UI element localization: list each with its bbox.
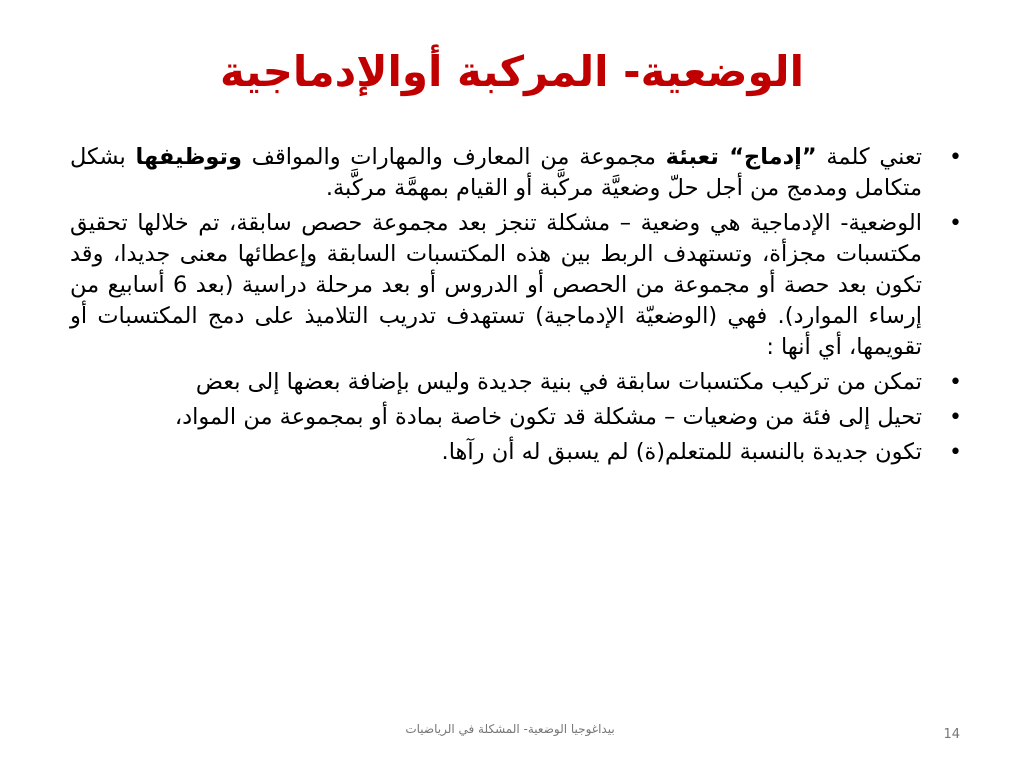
bullet-dot-icon: • <box>949 440 962 465</box>
bullet-bold-term: وتوظيفها <box>135 144 242 170</box>
page-number: 14 <box>943 727 960 742</box>
bullet-dot-icon: • <box>949 405 962 430</box>
bullet-text: الوضعية- الإدماجية هي وضعية – مشكلة تنجز بعد مجموعة حصص سابقة، تم خلالها تحقيق مكتسبات مجزأة، وتستهدف الربط بين هذه المكتسبات السابقة وإعطائها معنى جديدا، وقد تكون بعد حصة أو مجموعة من الحصص أو الدروس أو بعد مرحلة دراسية (بعد 6 أسابيع من إرساء الموارد). فهي (الوضعيّة الإدماجية) تستهدف تدريب التلاميذ على دمج المكتسبات أو تقويمها، أي أنها : <box>70 210 922 360</box>
bullet-text: تمكن من تركيب مكتسبات سابقة في بنية جديدة وليس بإضافة بعضها إلى بعض <box>195 369 922 395</box>
bullet-item <box>70 402 968 433</box>
bullet-item <box>70 208 968 363</box>
bullet-text: تحيل إلى فئة من وضعيات – مشكلة قد تكون خاصة بمادة أو بمجموعة من المواد، <box>174 404 922 430</box>
bullet-bold-term: ”إدماج“ تعبئة <box>665 144 817 170</box>
footer-text: بيداغوجيا الوضعية- المشكلة في الرياضيات <box>405 722 615 736</box>
bullet-item <box>70 437 968 468</box>
bullet-item <box>70 367 968 398</box>
bullet-item <box>70 142 968 204</box>
bullet-text: بشكل متكامل ومدمج من أجل حلّ وضعيَّة مركَّبة أو القيام بمهمَّة مركَّبة. <box>70 144 922 201</box>
bullet-text: تعني كلمة <box>816 144 922 170</box>
bullet-dot-icon: • <box>949 370 962 395</box>
bullet-text: تكون جديدة بالنسبة للمتعلم(ة) لم يسبق له أن رآها. <box>441 439 922 465</box>
bullet-dot-icon: • <box>949 211 962 236</box>
bullet-list <box>70 142 968 472</box>
bullet-dot-icon: • <box>949 145 962 170</box>
slide-title: الوضعية- المركبة أوالإدماجية <box>220 47 804 96</box>
bullet-text: مجموعة من المعارف والمهارات والمواقف <box>241 144 666 170</box>
